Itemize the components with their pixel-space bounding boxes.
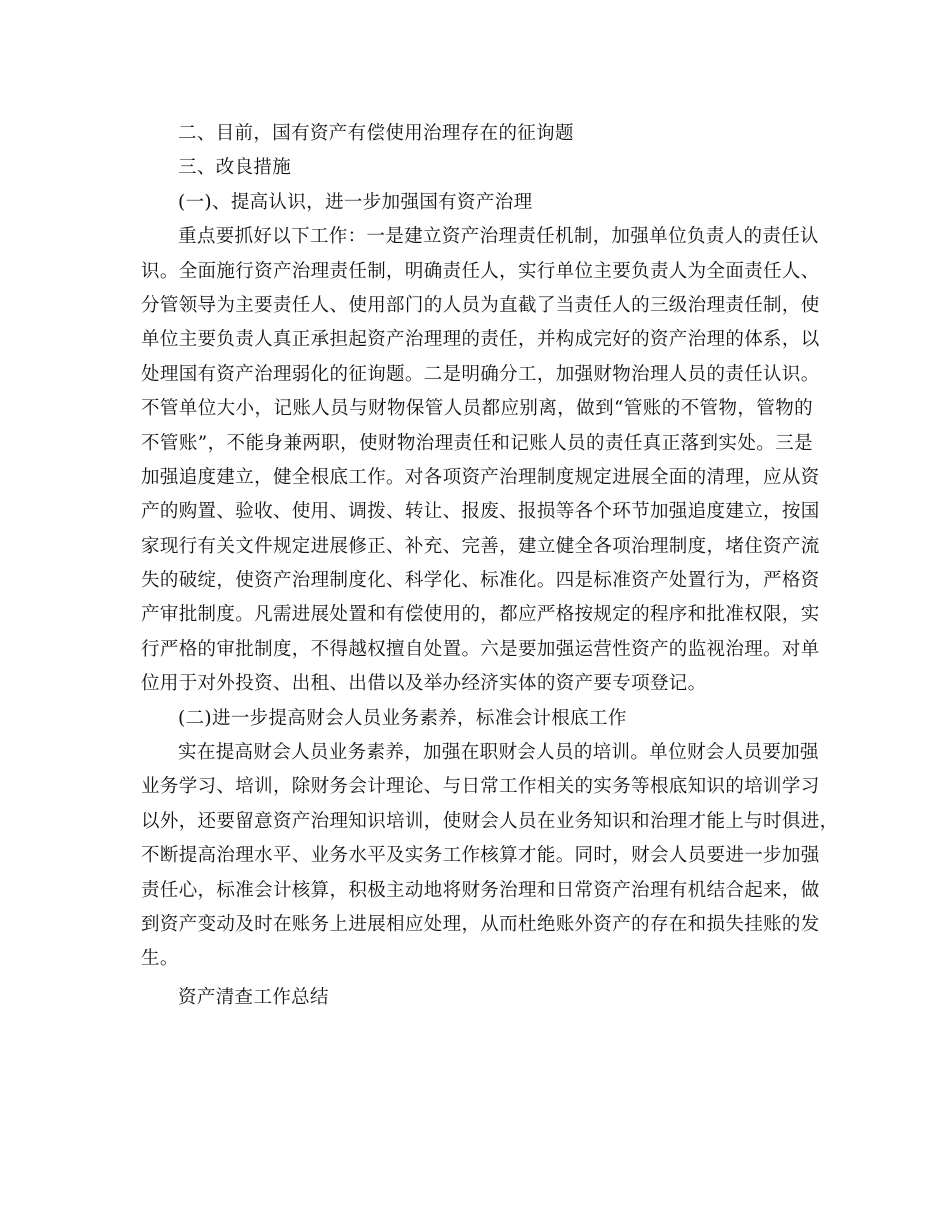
paragraph-line: 不断提高治理水平、业务水平及实务工作核算才能。同时，财会人员要进一步加强 bbox=[141, 845, 820, 867]
paragraph-line: 行严格的审批制度，不得越权擅自处置。六是要加强运营性资产的监视治理。对单 bbox=[141, 638, 820, 660]
paragraph-line: 产审批制度。凡需进展处置和有偿使用的，都应严格按规定的程序和批准权限，实 bbox=[141, 604, 820, 626]
section-heading-3: 三、改良措施 bbox=[178, 157, 292, 179]
paragraph-line: 位用于对外投资、出租、出借以及举办经济实体的资产要专项登记。 bbox=[141, 673, 707, 695]
paragraph-line: 重点要抓好以下工作：一是建立资产治理责任机制，加强单位负责人的责任认 bbox=[178, 226, 819, 248]
paragraph-2 bbox=[141, 736, 839, 977]
paragraph-line: 加强追度建立，健全根底工作。对各项资产治理制度规定进展全面的清理，应从资 bbox=[141, 466, 820, 488]
paragraph-line: 以外，还要留意资产治理知识培训，使财会人员在业务知识和治理才能上与时俱进， bbox=[141, 810, 839, 832]
paragraph-line: 失的破绽，使资产治理制度化、科学化、标准化。四是标准资产处置行为，严格资 bbox=[141, 570, 820, 592]
subheading-1: (一)、提高认识，进一步加强国有资产治理 bbox=[178, 191, 533, 213]
document-body bbox=[141, 117, 839, 1015]
section-heading-2: 二、目前，国有资产有偿使用治理存在的征询题 bbox=[178, 123, 574, 144]
paragraph-line: 识。全面施行资产治理责任制，明确责任人，实行单位主要负责人为全面责任人、 bbox=[141, 260, 820, 282]
paragraph-line: 责任心，标准会计核算，积极主动地将财务治理和日常资产治理有机结合起来，做 bbox=[141, 879, 820, 901]
subheading-2: (二)进一步提高财会人员业务素养，标准会计根底工作 bbox=[178, 707, 627, 729]
paragraph-line: 到资产变动及时在账务上进展相应处理，从而杜绝账外资产的存在和损失挂账的发 bbox=[141, 913, 820, 935]
paragraph-line: 处理国有资产治理弱化的征询题。二是明确分工，加强财物治理人员的责任认识。 bbox=[141, 363, 820, 385]
paragraph-line: 产的购置、验收、使用、调拨、转让、报废、报损等各个环节加强追度建立，按国 bbox=[141, 501, 820, 523]
paragraph-line: 实在提高财会人员业务素养，加强在职财会人员的培训。单位财会人员要加强 bbox=[178, 742, 819, 764]
paragraph-line: 不管账”，不能身兼两职，使财物治理责任和记账人员的责任真正落到实处。三是 bbox=[141, 432, 813, 454]
paragraph-line: 单位主要负责人真正承担起资产治理理的责任，并构成完好的资产治理的体系，以 bbox=[141, 329, 820, 351]
paragraph-1 bbox=[141, 220, 820, 701]
paragraph-line: 家现行有关文件规定进展修正、补充、完善，建立健全各项治理制度，堵住资产流 bbox=[141, 535, 820, 557]
paragraph-line: 生。 bbox=[141, 948, 179, 970]
paragraph-line: 不管单位大小，记账人员与财物保管人员都应别离，做到“管账的不管物，管物的 bbox=[141, 398, 813, 420]
paragraph-line: 分管领导为主要责任人、使用部门的人员为直截了当责任人的三级治理责任制，使 bbox=[141, 294, 820, 316]
paragraph-line: 业务学习、培训，除财务会计理论、与日常工作相关的实务等根底知识的培训学习 bbox=[141, 776, 820, 798]
footer-title: 资产清查工作总结 bbox=[178, 986, 329, 1008]
